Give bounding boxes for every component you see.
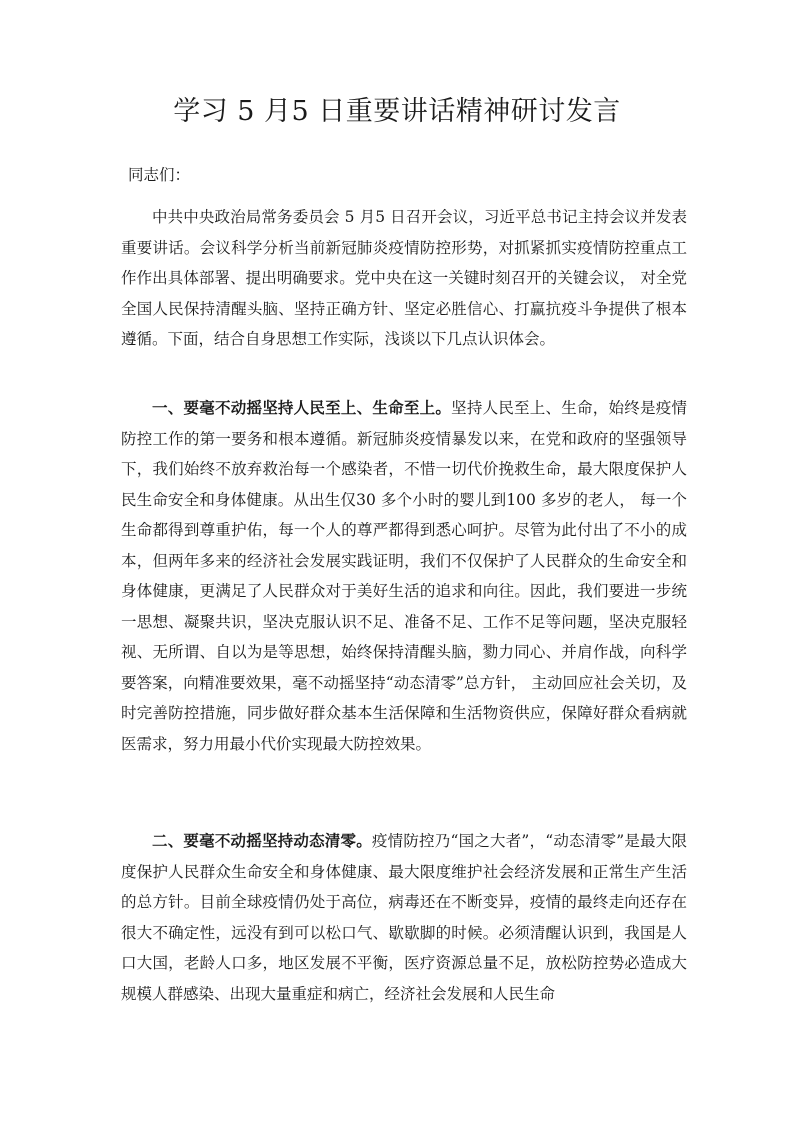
paragraph-section-1 [121,393,687,759]
paragraph-intro [121,202,687,355]
salutation: 同志们： [128,166,191,184]
paragraph-body: 中共中央政治局常务委员会 5 月5 日召开会议，习近平总书记主持会议并发表重要讲话。会议科学分析当前新冠肺炎疫情防控形势，对抓紧抓实疫情防控重点工作作出具体部署、提出明确要求。党中央在这一关键时刻召开的关键会议， 对全党全国人民保持清醒头脑、坚持正确方针、坚定必胜信心、打赢抗疫斗争提供了根本遵循。下面，结合自身思想工作实际，浅谈以下几点认识体会。 [121,208,687,348]
page-title: 学习 5 月5 日重要讲话精神研讨发言 [173,96,621,127]
section-heading: 二、要毫不动摇坚持动态清零。 [152,831,372,850]
paragraph-body: 疫情防控乃“国之大者”，“动态清零”是最大限度保护人民群众生命安全和身体健康、最大限度维护社会经济发展和正常生产生活的总方针。目前全球疫情仍处于高位，病毒还在不断变异，疫情的最终走向还存在很大不确定性，远没有到可以松口气、歇歇脚的时候。必须清醒认识到，我国是人口大国，老龄人口多，地区发展不平衡，医疗资源总量不足，放松防控势必造成大规模人群感染、出现大量重症和病亡，经济社会发展和人民生命 [121,832,687,1003]
paragraph-body: 坚持人民至上、生命，始终是疫情防控工作的第一要务和根本遵循。新冠肺炎疫情暴发以来，在党和政府的坚强领导下，我们始终不放弃救治每一个感染者，不惜一切代价挽救生命，最大限度保护人民生命安全和身体健康。从出生仅30 多个小时的婴儿到100 多岁的老人， 每一个生命都得到尊重护佑，每一个人的尊严都得到悉心呵护。尽管为此付出了不小的成本，但两年多来的经济社会发展实践证明，我们不仅保护了人民群众的生命安全和身体健康，更满足了人民群众对于美好生活的追求和向往。因此，我们要进一步统一思想、凝聚共识，坚决克服认识不足、准备不足、工作不足等问题，坚决克服轻视、无所谓、自以为是等思想，始终保持清醒头脑，勠力同心、并肩作战，向科学要答案，向精准要效果，毫不动摇坚持“动态清零”总方针， 主动回应社会关切，及时完善防控措施，同步做好群众基本生活保障和生活物资供应，保障好群众看病就医需求，努力用最小代价实现最大防控效果。 [121,399,687,753]
paragraph-section-2 [121,826,687,1009]
section-heading: 一、要毫不动摇坚持人民至上、生命至上。 [152,398,452,417]
